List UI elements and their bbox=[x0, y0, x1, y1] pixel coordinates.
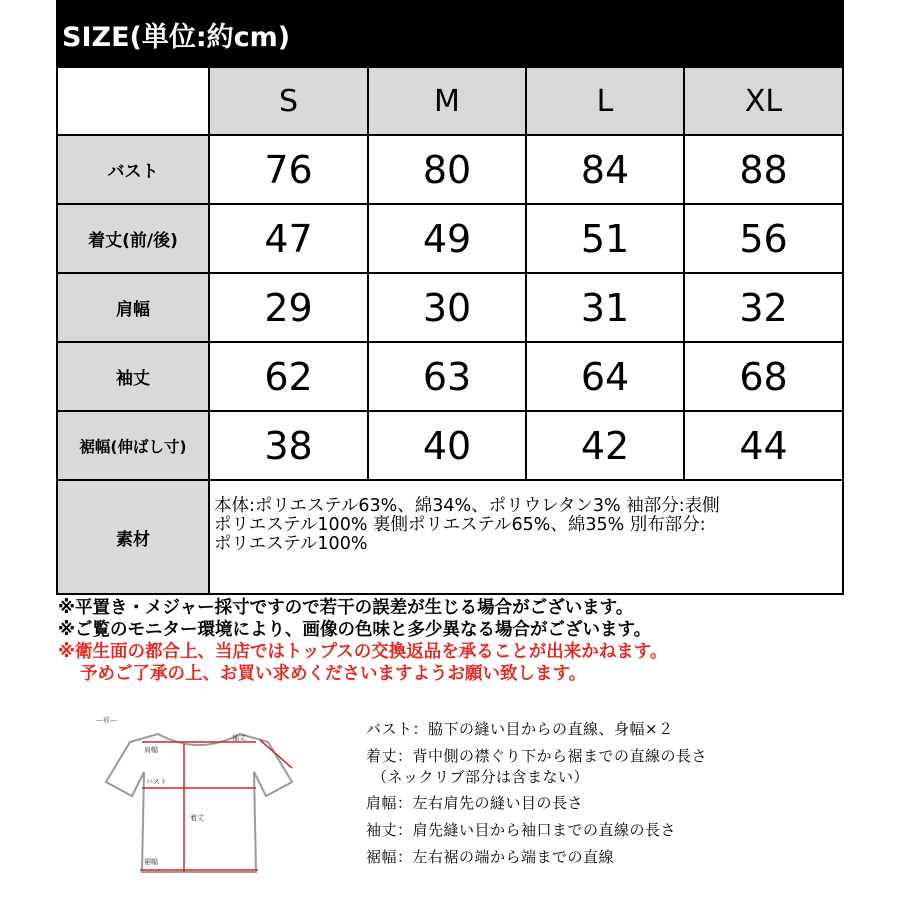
table-row-bust bbox=[57, 135, 843, 204]
row-label-hem: 裾幅(伸ばし寸) bbox=[57, 411, 209, 480]
diagram-sleeve-label: 袖丈 bbox=[232, 734, 246, 742]
size-header-s: S bbox=[209, 67, 368, 135]
diagram-bust-label: バスト bbox=[146, 778, 167, 786]
table-row-material bbox=[57, 480, 843, 594]
row-label-shoulder: 肩幅 bbox=[57, 273, 209, 342]
table-title: SIZE(単位:約cm) bbox=[57, 1, 843, 67]
table-cell: 64 bbox=[526, 342, 684, 411]
note-measurement: ※平置き・メジャー採寸ですので若干の誤差が生じる場合がございます。 bbox=[58, 598, 634, 618]
legend-length-note: （ネックリブ部分は含まない） bbox=[372, 768, 590, 786]
tshirt-measurement-diagram bbox=[96, 712, 336, 882]
size-header-row bbox=[57, 67, 843, 135]
table-cell: 44 bbox=[684, 411, 843, 480]
material-line: ポリエステル100% bbox=[214, 534, 368, 554]
diagram-front-label: —前— bbox=[96, 716, 117, 724]
legend-shoulder: 肩幅：左右肩先の縫い目の長さ bbox=[366, 794, 584, 812]
measurement-legend bbox=[366, 716, 886, 871]
table-cell: 30 bbox=[368, 273, 526, 342]
table-row-shoulder bbox=[57, 273, 843, 342]
table-row-length bbox=[57, 204, 843, 273]
table-cell: 80 bbox=[368, 135, 526, 204]
row-label-length: 着丈(前/後) bbox=[57, 204, 209, 273]
table-cell: 31 bbox=[526, 273, 684, 342]
row-label-bust: バスト bbox=[57, 135, 209, 204]
legend-bust: バスト：脇下の縫い目からの直線、身幅×２ bbox=[366, 720, 674, 738]
table-cell: 62 bbox=[209, 342, 368, 411]
neckline bbox=[158, 734, 240, 745]
note-no-returns: ※衛生面の都合上、当店ではトップスの交換返品を承ることが出来かねます。 bbox=[58, 642, 668, 662]
table-cell: 49 bbox=[368, 204, 526, 273]
table-row-sleeve bbox=[57, 342, 843, 411]
diagram-shoulder-label: 肩幅 bbox=[144, 746, 158, 754]
row-label-sleeve: 袖丈 bbox=[57, 342, 209, 411]
material-line: ポリエステル100% 裏側ポリエステル65%、綿35% 別布部分: bbox=[214, 515, 706, 535]
table-cell: 47 bbox=[209, 204, 368, 273]
table-cell: 40 bbox=[368, 411, 526, 480]
size-header-l: L bbox=[526, 67, 684, 135]
size-table bbox=[56, 0, 844, 595]
table-cell: 76 bbox=[209, 135, 368, 204]
table-cell: 56 bbox=[684, 204, 843, 273]
row-label-material: 素材 bbox=[57, 480, 209, 594]
table-cell: 42 bbox=[526, 411, 684, 480]
table-row-hem bbox=[57, 411, 843, 480]
size-header-m: M bbox=[368, 67, 526, 135]
table-cell: 88 bbox=[684, 135, 843, 204]
note-monitor: ※ご覧のモニター環境により、画像の色味と多少異なる場合がございます。 bbox=[58, 620, 652, 640]
sleeve-length-line bbox=[260, 740, 292, 768]
legend-sleeve: 袖丈：肩先縫い目から袖口までの直線の長さ bbox=[366, 821, 677, 839]
note-acknowledge: 予めご了承の上、お買い求めくださいますようお願い致します。 bbox=[80, 664, 587, 684]
notes bbox=[58, 597, 838, 685]
table-cell: 29 bbox=[209, 273, 368, 342]
legend-length: 着丈：背中側の襟ぐり下から裾までの直線の長さ bbox=[366, 747, 708, 765]
tshirt-icon bbox=[106, 734, 292, 872]
size-header-xl: XL bbox=[684, 67, 843, 135]
diagram-hem-label: 裾幅 bbox=[144, 858, 158, 866]
table-cell: 63 bbox=[368, 342, 526, 411]
table-cell: 38 bbox=[209, 411, 368, 480]
material-text bbox=[209, 480, 843, 594]
diagram-length-label: 着丈 bbox=[190, 814, 204, 822]
table-cell: 84 bbox=[526, 135, 684, 204]
table-cell: 51 bbox=[526, 204, 684, 273]
table-cell: 68 bbox=[684, 342, 843, 411]
material-line: 本体:ポリエステル63%、綿34%、ポリウレタン3% 袖部分:表側 bbox=[214, 496, 720, 516]
legend-hem: 裾幅：左右裾の端から端までの直線 bbox=[366, 848, 615, 866]
header-corner-cell bbox=[57, 67, 209, 135]
table-title-row bbox=[57, 1, 843, 67]
table-cell: 32 bbox=[684, 273, 843, 342]
